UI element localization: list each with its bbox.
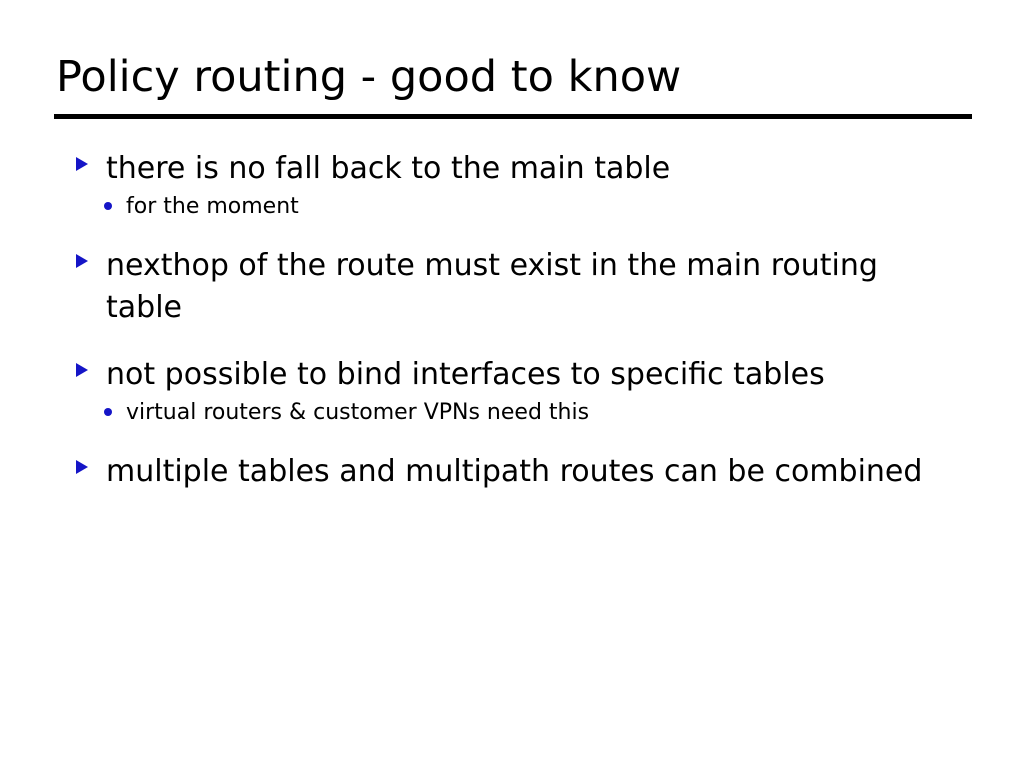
slide-body (70, 148, 960, 519)
sub-list (70, 192, 960, 223)
list-item (70, 148, 960, 189)
list-item-label: there is no fall back to the main table (106, 151, 671, 186)
sub-list (70, 398, 960, 429)
sub-list-item-label: virtual routers & customer VPNs need this (126, 400, 590, 426)
list-item (70, 245, 960, 328)
bullet-group (70, 148, 960, 223)
list-item (70, 451, 960, 492)
list-item-label: not possible to bind interfaces to specific tables (106, 356, 825, 392)
list-item-label: nexthop of the route must exist in the main routing table (106, 248, 878, 325)
triangle-bullet-icon (76, 363, 88, 377)
triangle-bullet-icon (76, 460, 88, 474)
bullet-group (70, 354, 960, 429)
triangle-bullet-icon (76, 157, 88, 171)
sub-list-item (70, 192, 960, 223)
page-title: Policy routing - good to know (56, 52, 682, 102)
dot-bullet-icon (104, 408, 112, 416)
dot-bullet-icon (104, 202, 112, 210)
bullet-group (70, 451, 960, 492)
triangle-bullet-icon (76, 254, 88, 268)
sub-list-item (70, 398, 960, 429)
title-divider (54, 114, 972, 119)
sub-list-item-label: for the moment (126, 194, 299, 220)
list-item (70, 354, 960, 395)
list-item-label: multiple tables and multipath routes can be combined (106, 454, 923, 490)
bullet-group (70, 245, 960, 328)
